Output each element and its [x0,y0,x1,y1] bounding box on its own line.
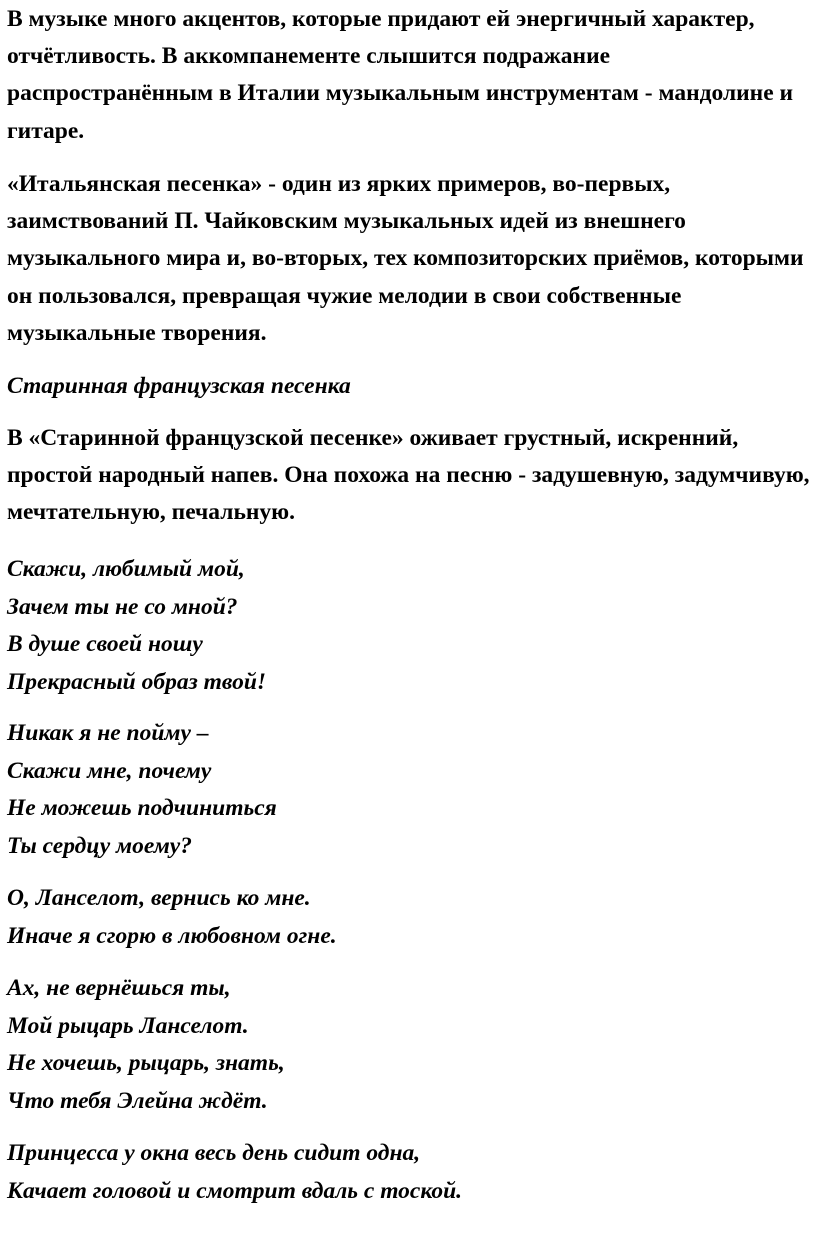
poem-line: Принцесса у окна весь день сидит одна, [7,1140,421,1166]
poem-line: В душе своей ношу [7,631,203,658]
poem-line: Зачем ты не со мной? [7,593,238,620]
poem-line: Что тебя Элейна ждёт. [7,1087,268,1114]
section-heading: Старинная французская песенка [7,373,351,399]
poem-line: О, Ланселот, вернись ко мне. [7,885,311,911]
poem-line: Ах, не вернёшься ты, [7,975,231,1001]
paragraph-music-accents: В музыке много акцентов, которые придают ей энергичный характер, отчётливость. В аккомпанементе слышится подражание распространённым в Италии музыкальным инструментам - мандолине и гитаре. [7,6,794,144]
poem-line: Скажи, любимый мой, [7,556,245,582]
poem-line: Мой рыцарь Ланселот. [7,1012,249,1039]
poem-line: Прекрасный образ твой! [7,668,267,695]
poem-stanza-2 [7,715,277,865]
poem-stanza-5 [7,1135,462,1210]
paragraph-french-song: В «Старинной французской песенке» оживает грустный, искренний, простой народный напев. Она похожа на песню - задушевную, задумчивую, мечтательную, печальную. [7,425,810,526]
poem-line: Никак я не пойму – [7,720,209,746]
poem-line: Скажи мне, почему [7,757,212,784]
poem-line: Иначе я сгорю в любовном огне. [7,922,337,949]
paragraph-italian-song: «Итальянская песенка» - один из ярких примеров, во-первых, заимствований П. Чайковским музыкальных идей из внешнего музыкального мира и, во-вторых, тех композиторских приёмов, которыми он пользовался, превращая чужие мелодии в свои собственные музыкальные творения. [7,171,804,346]
poem-stanza-1 [7,551,266,701]
poem-line: Ты сердцу моему? [7,832,192,859]
poem-stanza-3 [7,880,337,955]
poem-line: Качает головой и смотрит вдаль с тоской. [7,1177,463,1204]
poem-line: Не хочешь, рыцарь, знать, [7,1050,285,1077]
poem-line: Не можешь подчиниться [7,795,277,822]
poem-stanza-4 [7,970,285,1120]
